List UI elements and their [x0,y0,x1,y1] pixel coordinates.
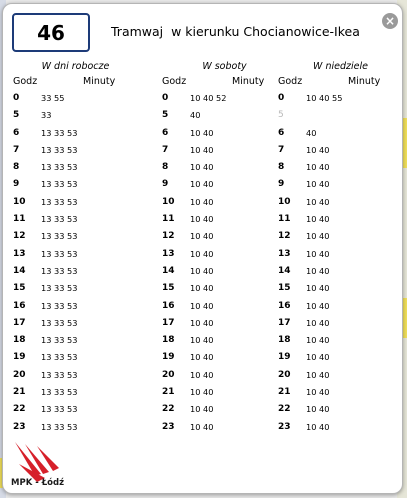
minutes-cell: 10 40 [190,231,214,242]
minutes-cell: 13 33 53 [41,162,78,173]
hour-cell: 16 [162,300,175,311]
timetable-rows [13,90,138,436]
timetable-row [13,194,138,211]
timetable-row [278,332,403,349]
hour-cell: 10 [278,196,291,207]
minutes-cell: 13 33 53 [41,179,78,190]
hour-cell: 5 [162,110,169,121]
hour-cell: 8 [162,162,169,173]
minutes-cell: 10 40 55 [306,93,343,103]
minutes-cell: 10 40 [190,179,214,190]
hour-cell: 16 [278,300,291,311]
timetable-row [162,159,287,176]
timetable-row [162,349,287,366]
hour-cell: 14 [278,265,291,276]
minutes-cell: 10 40 [190,404,214,415]
minutes-cell: 10 40 [306,248,330,259]
column-heading: W soboty [202,61,247,72]
timetable-row [278,228,403,245]
minutes-cell: 13 33 53 [41,300,78,311]
minutes-cell: 13 33 53 [41,231,78,242]
timetable-row [162,125,287,142]
timetable-row [13,107,138,124]
hour-cell: 7 [278,144,285,155]
minutes-cell: 13 33 53 [41,144,78,155]
hour-cell: 7 [162,144,169,155]
timetable-row [13,349,138,366]
minutes-cell: 10 40 [306,421,330,432]
hour-cell: 22 [278,404,291,415]
minutes-cell: 10 40 [306,144,330,155]
column-subheader [278,73,403,90]
timetable-row [162,228,287,245]
hour-cell: 12 [13,231,26,242]
column-subheader [162,73,287,90]
minutes-cell: 13 33 53 [41,404,78,415]
hour-cell: 17 [13,317,26,328]
timetable-row [162,246,287,263]
timetable-row [162,401,287,418]
timetable-row [278,194,403,211]
timetable-row [162,90,287,107]
hour-cell: 20 [278,369,291,380]
timetable-row [278,367,403,384]
timetable-row [278,142,403,159]
hour-cell: 20 [13,369,26,380]
minutes-cell: 13 33 53 [41,248,78,259]
minutes-cell: 13 33 53 [41,335,78,346]
timetable-row [13,280,138,297]
timetable-row [278,176,403,193]
hour-header: Godz [278,76,303,87]
minutes-cell: 10 40 [306,283,330,294]
hour-cell: 18 [278,335,291,346]
column-subheader [13,73,138,90]
minutes-cell: 10 40 [190,248,214,259]
hour-cell: 8 [278,162,285,173]
timetable-rows [162,90,287,436]
timetable-row [13,125,138,142]
minutes-cell: 10 40 [306,231,330,242]
timetable-row [278,298,403,315]
timetable-row [278,419,403,436]
close-icon[interactable]: × [382,13,398,29]
minutes-cell: 13 33 53 [41,196,78,207]
hour-cell: 23 [162,421,175,432]
minutes-cell: 13 33 53 [41,352,78,363]
timetable-row [162,263,287,280]
hour-cell: 0 [278,93,285,103]
timetable-row [162,315,287,332]
timetable-column-weekdays [13,61,138,436]
hour-header: Godz [162,76,187,87]
hour-cell: 18 [162,335,175,346]
minutes-cell: 10 40 [306,317,330,328]
minutes-cell: 13 33 53 [41,265,78,276]
hour-cell: 13 [278,248,291,259]
hour-cell: 15 [162,283,175,294]
hour-cell: 11 [13,214,26,225]
minutes-cell: 10 40 [190,300,214,311]
hour-cell: 19 [278,352,291,363]
timetable-row [162,107,287,124]
minutes-cell: 10 40 [306,300,330,311]
hour-cell: 15 [278,283,291,294]
hour-cell: 19 [13,352,26,363]
hour-cell: 11 [278,214,291,225]
hour-cell: 18 [13,335,26,346]
hour-cell: 6 [13,127,20,138]
hour-cell: 10 [13,196,26,207]
hour-cell: 20 [162,369,175,380]
hour-cell: 9 [278,179,285,190]
timetable-row [13,384,138,401]
minutes-cell: 13 33 53 [41,387,78,398]
timetable-row [162,176,287,193]
minutes-cell: 10 40 [190,162,214,173]
timetable-row [278,280,403,297]
hour-cell: 14 [162,265,175,276]
timetable-row [13,298,138,315]
timetable-row [13,263,138,280]
hour-cell: 5 [278,110,284,121]
hour-cell: 6 [162,127,169,138]
hour-cell: 13 [13,248,26,259]
timetable-row [162,280,287,297]
hour-cell: 21 [162,387,175,398]
hour-cell: 0 [162,93,169,103]
minutes-cell: 10 40 [306,265,330,276]
minutes-cell: 13 33 53 [41,283,78,294]
minutes-cell: 10 40 [190,214,214,225]
minutes-cell: 10 40 [190,387,214,398]
minutes-cell: 10 40 [306,387,330,398]
timetable-row [162,332,287,349]
hour-header: Godz [13,76,38,87]
minutes-cell: 10 40 [306,369,330,380]
timetable-row [278,107,403,124]
line-number-badge: 46 [12,13,90,52]
timetable-row [13,159,138,176]
timetable-row [278,315,403,332]
minutes-cell: 10 40 [190,196,214,207]
hour-cell: 7 [13,144,20,155]
minutes-cell: 10 40 [190,369,214,380]
direction-title: Tramwaj w kierunku Chocianowice-Ikea [111,24,360,39]
minutes-cell: 40 [190,110,201,121]
hour-cell: 10 [162,196,175,207]
timetable-rows [278,90,403,436]
hour-cell: 9 [162,179,169,190]
column-heading: W dni robocze [41,61,110,72]
timetable-row [162,384,287,401]
minutes-cell: 10 40 [306,404,330,415]
logo-label: MPK - Łódź [11,478,65,488]
hour-cell: 21 [278,387,291,398]
timetable-column-sundays [278,61,403,436]
timetable-row [13,401,138,418]
hour-cell: 12 [162,231,175,242]
timetable-row [278,211,403,228]
minutes-cell: 10 40 [306,214,330,225]
timetable-row [278,246,403,263]
hour-cell: 9 [13,179,20,190]
timetable-row [278,90,403,107]
timetable-row [13,419,138,436]
minutes-header: Minuty [83,76,116,87]
minutes-cell: 10 40 [190,352,214,363]
timetable-row [162,194,287,211]
minutes-cell: 10 40 [190,144,214,155]
minutes-cell: 13 33 53 [41,214,78,225]
timetable-row [13,315,138,332]
hour-cell: 22 [162,404,175,415]
minutes-cell: 10 40 [306,179,330,190]
hour-cell: 22 [13,404,26,415]
timetable-row [162,298,287,315]
hour-cell: 14 [13,265,26,276]
minutes-cell: 13 33 53 [41,317,78,328]
minutes-cell: 10 40 52 [190,93,227,103]
hour-cell: 13 [162,248,175,259]
timetable-row [13,176,138,193]
hour-cell: 17 [162,317,175,328]
hour-cell: 12 [278,231,291,242]
timetable-column-saturdays [162,61,287,436]
minutes-cell: 10 40 [190,283,214,294]
minutes-header: Minuty [232,76,265,87]
hour-cell: 15 [13,283,26,294]
hour-cell: 16 [13,300,26,311]
minutes-cell: 13 33 53 [41,369,78,380]
timetable-row [278,401,403,418]
timetable-row [278,125,403,142]
minutes-cell: 13 33 53 [41,127,78,138]
timetable-row [13,90,138,107]
timetable-row [13,367,138,384]
minutes-cell: 40 [306,127,317,138]
minutes-cell: 10 40 [306,352,330,363]
minutes-cell: 10 40 [306,196,330,207]
minutes-cell: 10 40 [306,162,330,173]
hour-cell: 0 [13,93,20,103]
timetable-row [278,159,403,176]
timetable-row [13,228,138,245]
timetable-row [13,332,138,349]
minutes-cell: 33 55 [41,93,65,103]
hour-cell: 5 [13,110,20,121]
hour-cell: 21 [13,387,26,398]
timetable-row [278,263,403,280]
timetable-row [278,384,403,401]
timetable-row [13,142,138,159]
minutes-cell: 10 40 [190,127,214,138]
hour-cell: 23 [278,421,291,432]
timetable-row [13,246,138,263]
hour-cell: 8 [13,162,20,173]
timetable-row [13,211,138,228]
column-heading: W niedziele [313,61,368,72]
timetable-row [162,367,287,384]
timetable-row [162,419,287,436]
minutes-cell: 10 40 [190,317,214,328]
hour-cell: 6 [278,127,285,138]
minutes-cell: 10 40 [306,335,330,346]
hour-cell: 19 [162,352,175,363]
timetable-row [162,211,287,228]
hour-cell: 11 [162,214,175,225]
timetable-row [278,349,403,366]
minutes-header: Minuty [348,76,381,87]
timetable-row [162,142,287,159]
timetable-popup [2,3,403,494]
hour-cell: 23 [13,421,26,432]
minutes-cell: 10 40 [190,335,214,346]
minutes-cell: 10 40 [190,421,214,432]
minutes-cell: 10 40 [190,265,214,276]
hour-cell: 17 [278,317,291,328]
minutes-cell: 13 33 53 [41,421,78,432]
minutes-cell: 33 [41,110,52,121]
